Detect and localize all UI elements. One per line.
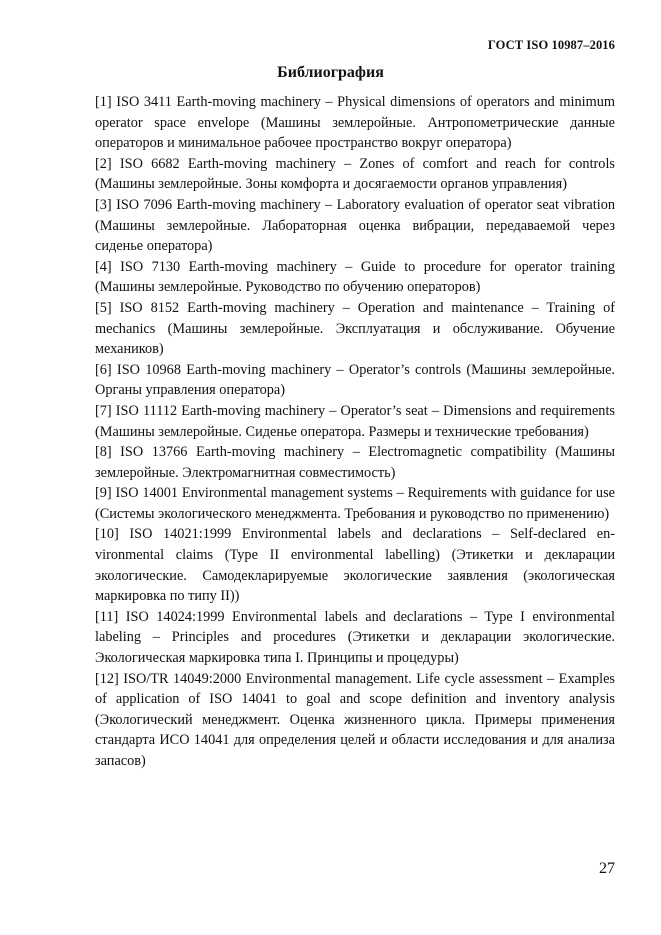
bibliography-entry-12: [12] ISO/TR 14049:2000 Environmental management. Life cycle assessment – Examples of application of ISO 14041 to goal and scope definition and inventory analysis (Экологический менеджмент. Оценка жизненного цикла. Примеры применения стандарта ИСО 14041 для определения целей и области исследования и для анализа запасов) — [95, 670, 615, 769]
bibliography-entry-2: [2] ISO 6682 Earth-moving machinery – Zones of comfort and reach for controls (Машины землеройные. Зоны комфорта и досягаемости органов управления) — [95, 155, 615, 193]
bibliography-list — [95, 92, 615, 772]
bibliography-entry-11: [11] ISO 14024:1999 Environmental labels and declarations – Type I environmental labeling – Principles and procedures (Этикетки и декларации экологические. Экологическая маркировка типа I. Принципы и процедуры) — [95, 608, 615, 667]
page-title: Библиография — [277, 64, 384, 81]
page-number: 27 — [599, 860, 615, 877]
bibliography-entry-6: [6] ISO 10968 Earth-moving machinery – Operator’s controls (Машины землеройные. Органы управления оператора) — [95, 361, 615, 399]
bibliography-entry-1: [1] ISO 3411 Earth-moving machinery – Physical dimensions of operators and minimum operator space envelope (Машины землеройные. Антропометрические данные операторов и минимальное рабочее пространство вокруг оператора) — [95, 94, 615, 152]
bibliography-entry-10: [10] ISO 14021:1999 Environmental labels and declarations – Self-declared environmental claims (Type II environmental labelling) (Этикетки и декларации экологические. Самодекларируемые экологические заявления (экологическая маркировка по типу II)) — [95, 526, 615, 605]
bibliography-entry-9: [9] ISO 14001 Environmental management systems – Requirements with guidance for use (Системы экологического менеджмента. Требования и руководство по применению) — [95, 485, 615, 522]
bibliography-entry-7: [7] ISO 11112 Earth-moving machinery – Operator’s seat – Dimensions and requirements (Машины землеройные. Сиденье оператора. Размеры и технические требования) — [95, 402, 615, 440]
bibliography-entry-8: [8] ISO 13766 Earth-moving machinery – Electromagnetic compatibility (Машины землеройные. Электромагнитная совместимость) — [95, 444, 615, 481]
bibliography-entry-5: [5] ISO 8152 Earth-moving machinery – Operation and maintenance – Training of mechanics (Машины землеройные. Эксплуатация и обслуживание. Обучение механиков) — [95, 299, 615, 358]
document-header: ГОСТ ISO 10987–2016 — [487, 38, 615, 52]
bibliography-entry-4: [4] ISO 7130 Earth-moving machinery – Guide to procedure for operator training (Машины землеройные. Руководство по обучению операторов) — [95, 258, 615, 296]
bibliography-entry-3: [3] ISO 7096 Earth-moving machinery – Laboratory evaluation of operator seat vibration (Машины землеройные. Лабораторная оценка вибрации, передаваемой через сиденье оператора) — [95, 196, 615, 255]
